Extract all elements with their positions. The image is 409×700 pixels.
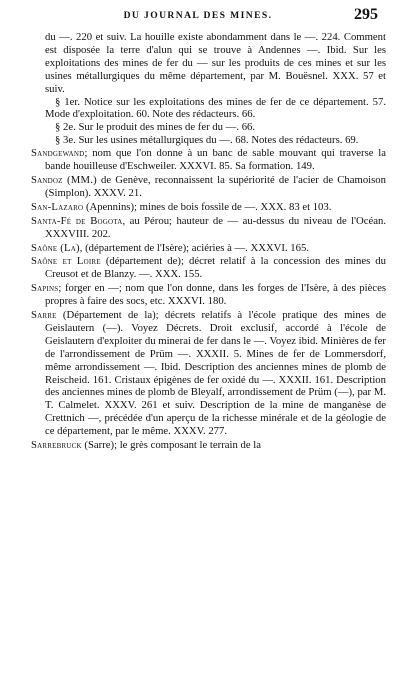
subsection-2: § 2e. Sur le produit des mines de fer du —. 66. — [55, 121, 256, 134]
index-entry — [31, 215, 386, 241]
entry-head: Sarre — [31, 309, 57, 322]
entry-head: Saône (La) — [31, 241, 80, 254]
index-entry — [31, 174, 386, 200]
index-entry — [31, 147, 386, 173]
entry-text: (Sarre); le grès composant le terrain de la — [81, 439, 261, 452]
page-number: 295 — [354, 6, 378, 23]
entry-head: Santa-Fé de Bogota — [31, 214, 123, 227]
entry-text: ; forger en —; nom que l'on donne, dans les forges de l'Isère, à des pièces propres à faire des socs, etc. XXXVI. 180. — [45, 282, 386, 308]
entry-text: (département de); décret relatif à la concession des mines du Creusot et de Blanzy. —. XXX. 155. — [45, 255, 386, 281]
entry-head: Saône et Loire — [31, 255, 101, 268]
index-entry — [31, 201, 386, 214]
entry-text: (Apennins); mines de bois fossile de —. XXX. 83 et 103. — [83, 200, 332, 213]
index-text — [31, 31, 386, 453]
entry-head: Sandgewand — [31, 147, 85, 160]
running-title: DU JOURNAL DES MINES. — [123, 10, 273, 21]
entry-head: San-Lazaro — [31, 200, 84, 213]
index-entry — [31, 242, 386, 255]
index-entry — [31, 282, 386, 308]
entry-head: Sandoz (MM.) — [31, 173, 97, 186]
entry-text: de Genève, reconnaissent la supériorité de l'acier de Chamoison (Simplon). XXXV. 21. — [45, 173, 386, 199]
entry-text: (Département de la); décrets relatifs à l'école pratique des mines de Geislautern (—). Voyez Décrets. Droit exclusif, accordé à l'école de Geislautern d'exploiter du minerai de fer dans le —. Voyez ibid. Minières de fer de l'arrondissement de Prüm —. XXXII. 5. Mines de fer de Lommersdorf, même arrondissement —. Ibid. Description des anciennes mines de plomb de Reischeid. 161. Cristaux épigènes de fer oxidé du —. XXXII. 161. Description des anciennes mines de plomb de Bleyalf, arrondissement de Prüm (—), par M. T. Calmelet. XXXV. 261 et suiv. Description de la mine de manganèse de Crettnich —, précédée d'un aperçu de la richesse minérale et de la géologie de ce département, par le même. XXXV. 277. — [45, 309, 386, 438]
index-entry — [31, 439, 386, 452]
subsection-1: § 1er. Notice sur les exploitations des mines de fer de ce département. 57. Mode d'exploitation. 60. Note des rédacteurs. 66. — [45, 95, 386, 121]
entry-text: , (département de l'Isère); aciéries à —. XXXVI. 165. — [79, 241, 310, 254]
page-header — [0, 2, 409, 28]
entry-text: , au Pérou; hauteur de — au-dessus du niveau de l'Océan. XXXVIII. 202. — [45, 214, 386, 240]
subsection-3: § 3e. Sur les usines métallurgiques du —. 68. Notes des rédacteurs. 69. — [55, 134, 359, 147]
index-entry — [31, 309, 386, 438]
entry-head: Sarrebruck — [31, 439, 82, 452]
continued-entry: du —. 220 et suiv. La houille existe abondamment dans le —. 224. Comment est disposée la terre d'alun qui se trouve à Andennes —. Ibid. Sur les exploitations des mines de fer du — sur les produits de ces mines et sur les usines métallurgiques du même département, par M. Bouësnel. XXX. 57 et suiv. — [45, 31, 386, 95]
entry-head: Sapins — [31, 282, 59, 295]
entry-text: ; nom que l'on donne à un banc de sable mouvant qui traverse la bande houilleuse d'Eschweiler. XXXVI. 85. Sa formation. 149. — [45, 147, 386, 173]
index-entry — [31, 255, 386, 281]
